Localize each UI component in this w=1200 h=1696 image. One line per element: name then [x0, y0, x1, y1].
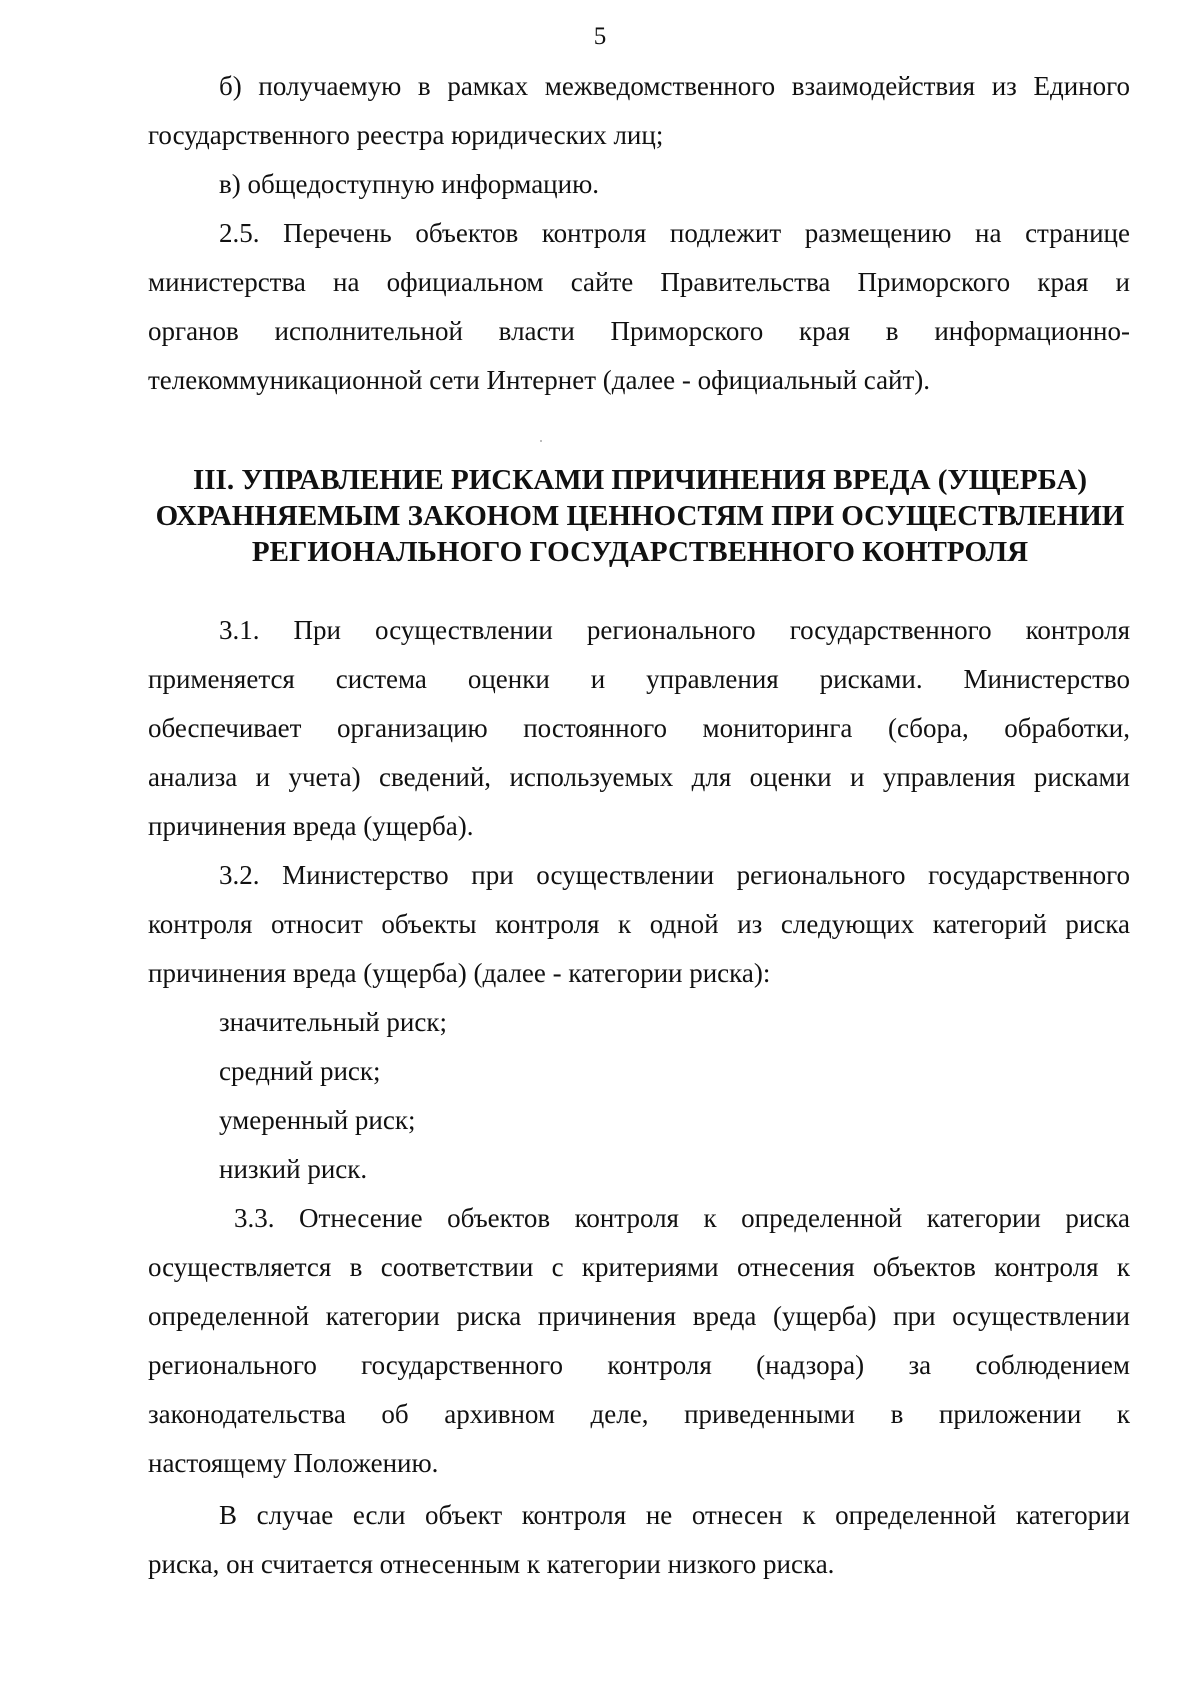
paragraph-3-3-line1: 3.3. Отнесение объектов контроля к определенной категории риска	[234, 1203, 1130, 1233]
paragraph-3-2-line3: причинения вреда (ущерба) (далее - категории риска):	[148, 958, 771, 988]
paragraph-3-3-line5: законодательства об архивном деле, приведенными в приложении к	[148, 1399, 1130, 1429]
section-heading-line1: III. УПРАВЛЕНИЕ РИСКАМИ ПРИЧИНЕНИЯ ВРЕДА (УЩЕРБА)	[192, 464, 1088, 496]
paragraph-2-5-line3: органов исполнительной власти Приморского края в информационно-	[148, 316, 1130, 346]
paragraph-3-1-line1: 3.1. При осуществлении регионального государственного контроля	[219, 615, 1130, 645]
paragraph-3-1-line2: применяется система оценки и управления рисками. Министерство	[148, 664, 1130, 694]
paragraph-3-3-line2: осуществляется в соответствии с критериями отнесения объектов контроля к	[148, 1252, 1130, 1282]
paragraph-3-1-line4: анализа и учета) сведений, используемых для оценки и управления рисками	[148, 762, 1130, 792]
paragraph-2-5-line4: телекоммуникационной сети Интернет (далее - официальный сайт).	[148, 365, 931, 395]
paragraph-last-line1: В случае если объект контроля не отнесен к определенной категории	[219, 1500, 1130, 1530]
section-body	[148, 606, 1130, 1589]
paragraph-3-3-line3: определенной категории риска причинения вреда (ущерба) при осуществлении	[148, 1301, 1130, 1331]
scan-dot	[540, 440, 542, 442]
paragraph-3-1-line5: причинения вреда (ущерба).	[148, 811, 474, 841]
paragraph-3-1-line3: обеспечивает организацию постоянного мониторинга (сбора, обработки,	[148, 713, 1130, 743]
risk-item-low: низкий риск.	[219, 1154, 368, 1184]
paragraph-last-line2: риска, он считается отнесенным к категории низкого риска.	[148, 1549, 835, 1579]
risk-item-moderate: умеренный риск;	[219, 1105, 416, 1135]
paragraph-2-5-line1: 2.5. Перечень объектов контроля подлежит размещению на странице	[219, 218, 1130, 248]
paragraph-b-line1: б) получаемую в рамках межведомственного взаимодействия из Единого	[219, 71, 1130, 101]
top-text-block	[148, 62, 1130, 405]
paragraph-3-2-line2: контроля относит объекты контроля к одной из следующих категорий риска	[148, 909, 1130, 939]
page-number: 5	[593, 23, 607, 50]
paragraph-2-5-line2: министерства на официальном сайте Правительства Приморского края и	[148, 267, 1130, 297]
section-heading-line3: РЕГИОНАЛЬНОГО ГОСУДАРСТВЕННОГО КОНТРОЛЯ	[251, 536, 1029, 568]
paragraph-3-3-line4: регионального государственного контроля (надзора) за соблюдением	[148, 1350, 1130, 1380]
paragraph-v: в) общедоступную информацию.	[219, 169, 599, 199]
paragraph-b-line2: государственного реестра юридических лиц;	[148, 120, 664, 150]
section-heading-line2: ОХРАННЯЕМЫМ ЗАКОНОМ ЦЕННОСТЯМ ПРИ ОСУЩЕСТВЛЕНИИ	[155, 500, 1125, 532]
risk-item-significant: значительный риск;	[219, 1007, 447, 1037]
section-heading	[140, 462, 1140, 570]
risk-item-medium: средний риск;	[219, 1056, 381, 1086]
paragraph-3-3-line6: настоящему Положению.	[148, 1448, 439, 1478]
paragraph-3-2-line1: 3.2. Министерство при осуществлении регионального государственного	[219, 860, 1130, 890]
